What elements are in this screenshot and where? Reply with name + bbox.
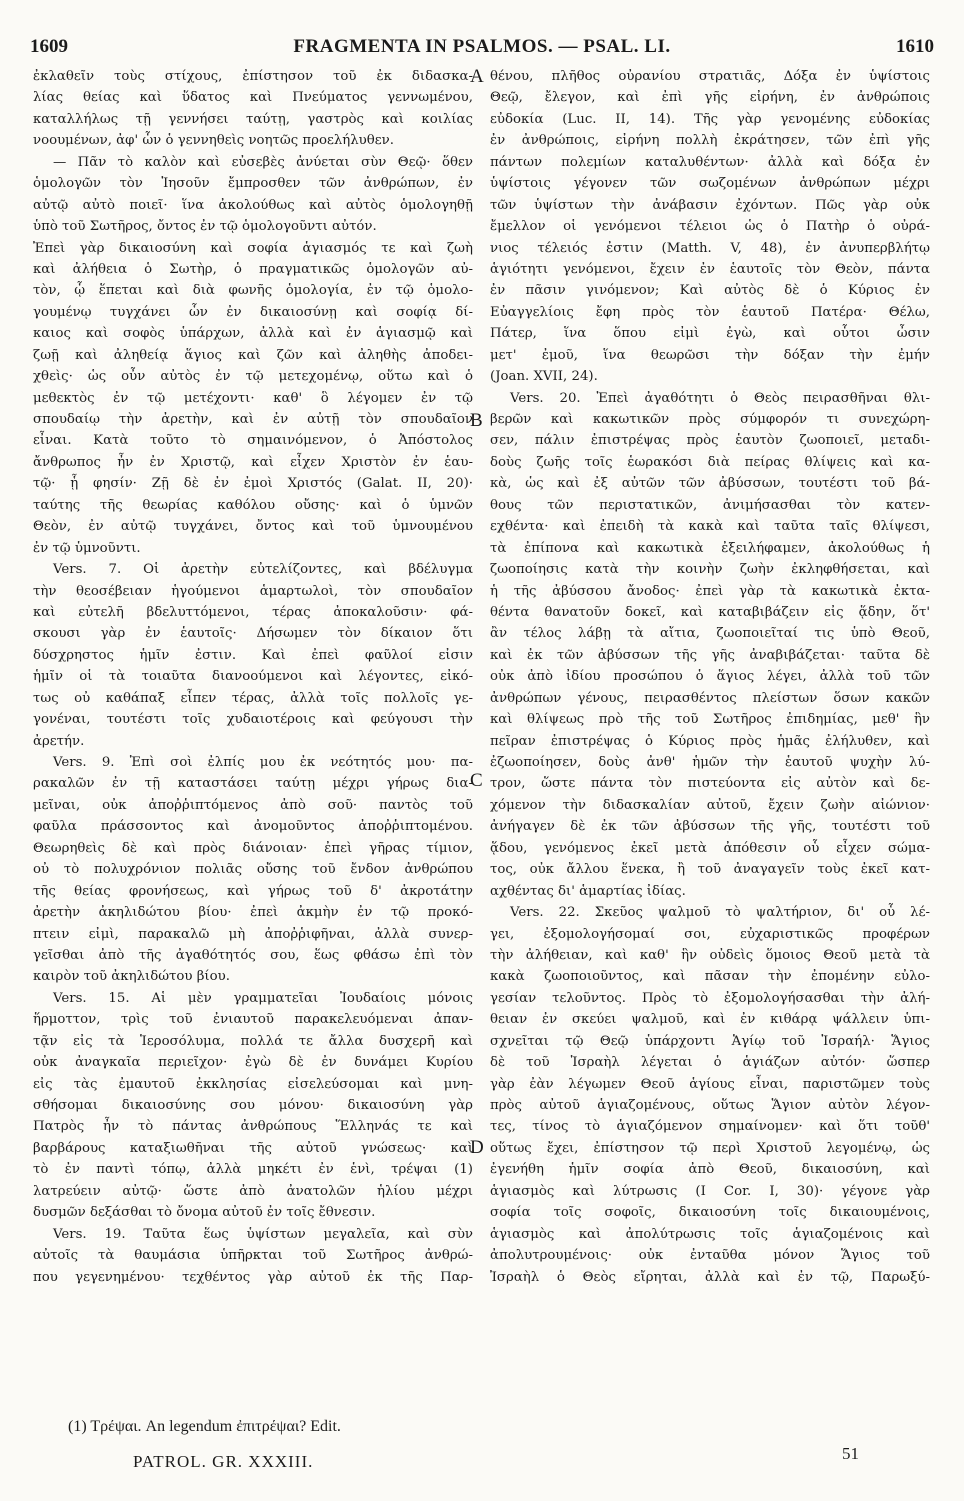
text-line: τῷ· ᾗ φησίν· Ζῇ δὲ ἐν ἐμοὶ Χριστός (Galat. II, 20)· — [33, 476, 473, 492]
text-line: τῆς θείας φρονήσεως, καὶ γήρως τοῦ δ' ἀκροτάτην — [33, 883, 473, 899]
running-title: FRAGMENTA IN PSALMOS. — PSAL. LI. — [293, 36, 671, 57]
text-line: σχνεῖται τῷ Θεῷ ὑπάρχοντι Ἁγίῳ τοῦ Ἰσραήλ· Ἅγιος — [490, 1033, 930, 1049]
text-line: ἐν πᾶσιν γινόμενον; Καὶ αὐτὸς δὲ ὁ Κύριος ἐν — [490, 283, 930, 299]
text-line: Ἐπεὶ γὰρ δικαιοσύνη καὶ σοφία ἁγιασμός τε καὶ ζωὴ — [33, 240, 473, 256]
text-line: αὐτοῖς τὰ θαυμάσια ὑπῆρκται τοῦ Σωτῆρος ἀνθρώ- — [33, 1248, 473, 1264]
text-line: Ἰσραὴλ ὁ Θεὸς εἴρηται, ἀλλὰ καὶ ἐν τῷ, Παρωξύ- — [490, 1269, 930, 1285]
text-line: Θεῷ, ἔλεγον, καὶ ἐπὶ γῆς εἰρήνη, ἐν ἀνθρώποις — [490, 90, 930, 106]
text-line: δύσχρηστος ἡμῖν ἐστιν. Καὶ ἐπεὶ φαῦλοί εἰσιν — [33, 647, 473, 663]
text-line: σεν, πάλιν ἐπιστρέψας πρὸς ἑαυτὸν ζωοποιεῖ, μεταδι- — [490, 433, 930, 449]
text-line: θειαν ἐν σκεύει ψαλμοῦ, καὶ ἐν κιθάρᾳ ψάλλειν ὑπι- — [490, 1012, 930, 1028]
footer-signature-number: 51 — [842, 1444, 859, 1463]
text-line: Vers. 9. Ἐπὶ σοὶ ἐλπίς μου ἐκ νεότητός μου· πα- — [53, 755, 473, 770]
text-line: μετ' ἐμοῦ, ἵνα θεωρῶσι τὴν δόξαν τὴν ἐμήν — [490, 347, 930, 363]
text-line: Vers. 22. Σκεῦος ψαλμοῦ τὸ ψαλτήριον, δι' οὗ λέ- — [510, 905, 930, 921]
text-line: γονέναι, τουτέστι τοῖς χυδαιοτέροις καὶ φεύγουσι τὴν — [33, 712, 473, 728]
page-header — [30, 36, 934, 60]
text-line: ἡ τῆς ἀβύσσου ἄνοδος· ἐπεὶ γὰρ τὰ κακωτικὰ ἐκτα- — [490, 583, 930, 599]
text-line: γεῖσθαι ἀπὸ τῆς ἀγαθότητός σου, ἕως φθάσω ἐπὶ τὸν — [33, 947, 473, 963]
footnote: (1) Τρέψαι. An legendum ἐπιτρέψαι? Edit. — [68, 1418, 341, 1435]
footer-signature-left: PATROL. GR. XXXIII. — [133, 1452, 314, 1471]
text-line: σθήσομαι δικαιοσύνης σου μόνου· δικαιοσύνη γὰρ — [33, 1098, 473, 1113]
text-line: τὴν θεοσέβειαν ἡγούμενοι ἁμαρτωλοὶ, τὸν σπουδαῖον — [33, 583, 473, 599]
margin-letter-d: D — [470, 1137, 484, 1158]
text-line: τὸν, ᾧ ἕπεται καὶ διὰ φωνῆς ὁμολογία, ἐν τῷ ὁμολο- — [33, 283, 473, 299]
text-line: ἀπολυτρουμένοις· οὐκ ἐνταῦθα μόνον Ἅγιος τοῦ — [490, 1248, 930, 1264]
text-line: τες, τίνος τὸ ἁγιαζόμενον σημαίνομεν· καὶ ὅτι τοῦθ' — [490, 1119, 930, 1135]
text-line: λατρεύειν αὐτῷ· ὥστε ἀπὸ ἀνατολῶν ἡλίου μέχρι — [33, 1183, 473, 1199]
text-line: νοουμένων, ἀφ' ὧν ὁ γεννηθεὶς νοητῶς προελήλυθεν. — [33, 133, 394, 149]
text-line: ὑψίστοις γέγονεν τῶν σωζομένων ἀνθρώπων μέχρι — [490, 176, 930, 192]
text-line: δὲ τοῦ Ἰσραὴλ λέγεται ὁ ἁγιάζων αὐτόν· ὥσπερ — [490, 1055, 930, 1071]
text-line: ἐγενήθη ἡμῖν σοφία ἀπὸ Θεοῦ, δικαιοσύνη, καὶ — [490, 1162, 930, 1178]
text-line: βερῶν καὶ κακωτικῶν πρὸς σύμφορόν τι συνεχώρη- — [490, 412, 930, 427]
text-line: Πάτερ, ἵνα ὅπου εἰμὶ ἐγὼ, καὶ οὗτοι ὦσιν — [490, 326, 930, 342]
text-line: οὕτως ἔχει, ἐπίστησον τῷ περὶ Χριστοῦ λεγομένῳ, ὡς — [490, 1140, 930, 1156]
text-line: τως οὐ καθάπαξ εἶπεν τέρας, ἀλλὰ τοῖς πολλοῖς γε- — [33, 690, 473, 706]
margin-letter-b: B — [470, 410, 483, 431]
text-line: εχθέντα· καὶ ἐπειδὴ τὰ κακὰ καὶ ταῦτα ταῖς θλίψεσι, — [490, 519, 930, 535]
text-line: Vers. 15. Αἱ μὲν γραμματεῖαι Ἰουδαίοις μόνοις — [53, 990, 473, 1006]
text-line: τὴν ἀλήθειαν, καὶ καθ' ἣν οὐδεὶς ὅμοιος Θεοῦ μετὰ τὰ — [490, 947, 930, 963]
text-line: Vers. 20. Ἐπεὶ ἀγαθότητι ὁ Θεὸς πειρασθῆναι θλι- — [510, 390, 930, 406]
text-line: βαρβάρους καταξιωθῆναι τῆς αὐτοῦ γνώσεως· καὶ — [33, 1140, 473, 1156]
page-number-left: 1609 — [30, 36, 68, 57]
text-line: τος, οὐκ ἄλλου ἕνεκα, ἢ τοῦ ἀναγαγεῖν τοὺς ἐκεῖ κατ- — [490, 862, 930, 878]
text-line: ἐκλαθεῖν τοὺς στίχους, ἐπίστησον τοῦ ἐκ διδασκα- — [33, 69, 473, 84]
text-line: ἀρετήν. — [33, 733, 85, 749]
text-line: τᾷν εἰς τὰ Ἱεροσόλυμα, πολλά τε ἄλλα δυσχερῆ καὶ — [33, 1033, 473, 1049]
text-line: ταύτης τῆς θεωρίας καθόλου οὔσης· καὶ ὁ ὑμνῶν — [33, 497, 473, 513]
text-line: νιος τέλειός ἐστιν (Matth. V, 48), ἐν ἀνυπερβλήτῳ — [490, 240, 930, 256]
text-line: τὸ ἐν παντὶ τόπῳ, ἀλλὰ μηκέτι ἐν ἑνὶ, τρέψαι (1) — [33, 1162, 473, 1178]
text-line: κὰ, ὡς καὶ ἐξ αὐτῶν τῶν ἀβύσσων, τουτέστι τοῦ βά- — [490, 476, 930, 492]
text-line: θους τῶν περιστατικῶν, ἀνιμήσασθαι τὸν κατεν- — [490, 497, 930, 513]
text-line: τῶν ὑψίστων τὴν ἀνάβασιν ἐχόντων. Πῶς γὰρ οὐκ — [490, 197, 930, 213]
text-line: ἁγιασμὸς καὶ λύτρωσις (I Cor. I, 30)· γέγονε γὰρ — [490, 1183, 930, 1199]
text-line: εἰς τὰς ἐμαυτοῦ ἐκκλησίας εἰσελεύσομαι καὶ μνη- — [33, 1076, 473, 1092]
text-line: ἄνθρωπος ἦν ἐν Χριστῷ, καὶ εἶχεν Χριστὸν ἐν ἑαυ- — [33, 454, 473, 470]
text-line: ὁμολογῶν τὸν Ἰησοῦν ἔμπροσθεν τῶν ἀνθρώπων, ἐν — [33, 176, 473, 192]
text-line: λίας θείας καὶ ὕδατος καὶ Πνεύματος γεννωμένου, — [33, 90, 473, 106]
text-line: κακὰ ζωοποιοῦντος, καὶ πᾶσαν τὴν ἐπομένην εὐλο- — [490, 969, 930, 985]
text-line: (Joan. XVII, 24). — [490, 369, 598, 385]
text-line: γεσίαν τελοῦντος. Πρὸς τὸ ἐξομολογήσασθαι τὴν ἀλή- — [490, 990, 930, 1006]
text-line: μεῖναι, οὐκ ἀποῤῥιπτόμενος ἀπὸ σοῦ· παντὸς τοῦ — [33, 797, 473, 813]
text-line: πρὸς αὐτοῦ ἁγιαζομένους, οὕτως Ἅγιον αὐτὸν λέγον- — [490, 1098, 930, 1113]
text-line: καὶ εὐτελῆ βδελυττόμενοι, τέρας ἀποκαλοῦσιν· φά- — [33, 604, 473, 620]
text-line: ἔμελλον οἱ γενόμενοι τέλειοι ὡς ὁ Πατὴρ ὁ οὐρά- — [490, 219, 930, 235]
text-line: πτειν εἰμὶ, παρακαλῶ μὴ ἀποῤῥιφῆναι, ἀλλὰ συνερ- — [33, 926, 473, 942]
text-line: καὶ ἀλήθεια ὁ Σωτὴρ, ὁ πραγματικῶς ὁμολογῶν αὐ- — [33, 261, 473, 277]
text-line: — Πᾶν τὸ καλὸν καὶ εὐσεβὲς ἀνύεται σὺν Θεῷ· ὅθεν — [53, 154, 473, 170]
text-line: Πατρὸς ἦν τὸ πάντας ἀνθρώπους Ἕλληνάς τε καὶ — [33, 1119, 473, 1135]
text-line: εὐδοκία (Luc. II, 14). Τῆς γὰρ γενομένης εὐδοκίας — [490, 111, 930, 127]
text-line: χόμενον τὴν διδασκαλίαν αὐτοῦ, ἔχειν ζωὴν αἰώνιον· — [490, 797, 930, 813]
text-line: αχθέντας δι' ἁμαρτίας ἰδίας. — [490, 883, 686, 899]
text-line: ζωοποίησις κατὰ τὴν κοινὴν ζωὴν ἐκληφθήσεται, καὶ — [490, 562, 930, 578]
text-line: καιος καὶ σοφὸς ὑπάρχων, ἀλλὰ καὶ ἐν ἁγιασμῷ καὶ — [33, 326, 473, 342]
text-line: οὐκ ἀπὸ ἰδίου προσώπου ὁ ἅγιος λέγει, ἀλλὰ τοῦ τῶν — [490, 669, 930, 685]
text-line: ἂν τέλος λάβῃ τὰ αἴτια, ζωοποιεῖταί τις ὑπὸ Θεοῦ, — [490, 626, 930, 642]
text-line: γει, ἐξομολογήσομαί σοι, εὐχαριστικῶς προφέρων — [490, 926, 930, 942]
text-line: πεῖραν ἐπιστρέψας ὁ Κύριος πρὸς ἡμᾶς ἐλήλυθεν, καὶ — [490, 733, 930, 749]
text-line: γουμένῳ τυγχάνει ὧν ἐν δικαιοσύνῃ καὶ σοφίᾳ δί- — [33, 304, 473, 320]
text-line: σπουδαίῳ τὴν ἀρετὴν, καὶ ἐν αὐτῇ τὸν σπουδαῖον — [33, 412, 473, 427]
left-column — [33, 66, 473, 1288]
text-line: μεθεκτὸς ἐν τῷ μετέχοντι· καθ' ὃ λέγομεν ἐν τῷ — [33, 390, 473, 406]
text-line: ἀνθρώπων γένους, πειρασθέντος πλείστων ὅσων κακῶν — [490, 690, 930, 706]
text-line: θέντα θανατοῦν δοκεῖ, καὶ καταβιβάζειν εἰς ᾅδην, ὅτ' — [490, 604, 930, 620]
text-line: ἁγιότητι γενόμενοι, ἔχειν ἐν ἑαυτοῖς τὸν Θεὸν, πάντα — [490, 261, 930, 277]
text-line: θένου, πλῆθος οὐρανίου στρατιᾶς, Δόξα ἐν ὑψίστοις — [490, 69, 930, 84]
text-line: ἀρετὴν ἀκηλιδώτου βίου· ἐπεὶ ἀκμὴν ἐν τῷ προκό- — [33, 905, 473, 921]
page-number-right: 1610 — [896, 36, 934, 57]
text-line: ᾅδου, γενόμενος ἐκεῖ μετὰ ἀπόθεσιν οὗ εἶχεν σώμα- — [490, 840, 930, 856]
text-line: γὰρ ἐὰν λέγωμεν Θεοῦ ἁγίους εἶναι, παριστῶμεν τοὺς — [490, 1076, 930, 1092]
margin-letter-a: A — [470, 66, 484, 87]
text-line: καταλλήλως τῇ γεννήσει ταύτῃ, γαστρὸς καὶ κοιλίας — [33, 111, 473, 127]
text-line: δυσμῶν δεξάσθαι τὸ ὄνομα αὐτοῦ ἐν τοῖς ἔθνεσιν. — [33, 1205, 376, 1221]
text-line: Vers. 7. Οἱ ἀρετὴν εὐτελίζοντες, καὶ βδέλυγμα — [53, 562, 473, 578]
text-line: δοὺς ζωῆς τοῖς ἑωρακόσι διὰ πείρας θλίψεις καὶ κα- — [490, 454, 930, 470]
text-line: ἐζωοποίησεν, δοὺς ἀνθ' ἡμῶν τὴν ἑαυτοῦ ψυχὴν λύ- — [490, 755, 930, 770]
text-line: καὶ ἐκ τῶν ἀβύσσων τῆς γῆς ἀναβιβάζεται· ταῦτα δὲ — [490, 647, 930, 663]
text-line: φαῦλα πράσσοντος καὶ ἀνομοῦντος ἀποῤῥιπτομένου. — [33, 819, 473, 835]
text-line: ὑπὸ τοῦ Σωτῆρος, ὄντος ἐν τῷ ὁμολογοῦντι αὐτόν. — [33, 219, 377, 235]
text-line: ἐν τῷ ὑμνοῦντι. — [33, 540, 141, 556]
text-line: σκουσι γὰρ ἐν ἑαυτοῖς· Δήσωμεν τὸν δίκαιον ὅτι — [33, 626, 473, 642]
text-line: ἥρμοττον, τρὶς τοῦ ἐνιαυτοῦ παρακελευόμεναι ἀπαν- — [33, 1012, 473, 1028]
text-line: σοφία τοῖς σοφοῖς, δικαιοσύνη τοῖς δικαιουμένοις, — [490, 1205, 930, 1221]
text-line: ἡμῖν οἱ τὰ τοιαῦτα διανοούμενοι καὶ λέγοντες, εἰκό- — [33, 669, 473, 685]
text-line: χθεὶς· ὡς οὖν αὐτὸς ἐν τῷ μετεχομένῳ, οὕτω καὶ ὁ — [33, 369, 473, 385]
text-line: Vers. 19. Ταῦτα ἕως ὑψίστων μεγαλεῖα, καὶ σὺν — [53, 1226, 473, 1242]
text-line: ἀνήγαγεν δὲ ἐκ τῶν ἀβύσσων τῆς γῆς, τουτέστι τοῦ — [490, 819, 930, 835]
text-line: εἶναι. Κατὰ τοῦτο τὸ σημαινόμενον, ὁ Ἀπόστολος — [33, 433, 473, 449]
text-line: πάντων πολεμίων καταλυθέντων· ἀλλὰ καὶ δόξα ἐν — [490, 154, 930, 170]
text-line: καὶ θλίψεως πρὸ τῆς τοῦ Σωτῆρος ἐπιδημίας, μεθ' ἣν — [490, 712, 930, 728]
text-line: ἐν ἀνθρώποις, εἰρήνη πολλὴ ἐκράτησεν, τῶν ἐπὶ γῆς — [490, 133, 930, 149]
text-line: τὰ ἐπίπονα καὶ κακωτικὰ ἐξειλήφαμεν, ἀκολούθως ἡ — [490, 540, 930, 556]
text-line: ζωῇ καὶ ἀληθείᾳ ἅγιος καὶ ζῶν καὶ ἀληθὴς ἀποδει- — [33, 347, 473, 363]
text-line: ρακαλῶν ἐν τῇ καταστάσει ταύτῃ μέχρι γήρως δια- — [33, 776, 473, 792]
text-line: οὐκ ἀναγκαῖα περιεῖχον· ἐγὼ δὲ ἐν δυνάμει Κυρίου — [33, 1055, 473, 1071]
right-column — [490, 66, 930, 1288]
text-line: Θεὸν, ἐν αὐτῷ τυγχάνει, ὄντος καὶ τοῦ ὑμνουμένου — [33, 519, 473, 535]
text-line: οὐ τὸ πολυχρόνιον πολιᾶς οὔσης τοῦ ἔνδον ἀνθρώπου — [33, 862, 473, 878]
text-line: αὐτῷ αὐτὸ ποιεῖ· ἵνα ἀκολούθως καὶ αὐτὸς ὁμολογηθῇ — [33, 197, 473, 213]
text-line: ἁγιασμὸς καὶ ἀπολύτρωσις τοῖς ἁγιαζομένοις καὶ — [490, 1226, 930, 1242]
text-line: καιρὸν τοῦ ἀκηλιδώτου βίου. — [33, 969, 230, 985]
text-line: Εὐαγγελίοις ἔφη πρὸς τὸν ἑαυτοῦ Πατέρα· Θέλω, — [490, 304, 930, 320]
text-line: που γεγενημένου· τεχθέντος γὰρ αὐτοῦ ἐκ τῆς Παρ- — [33, 1269, 473, 1285]
margin-letter-c: C — [470, 770, 483, 791]
text-line: τρον, ὥστε πάντα τὸν πιστεύοντα εἰς αὐτὸν καὶ δε- — [490, 776, 930, 792]
text-line: Θεωρηθεὶς δὲ καὶ πρὸς διάνοιαν· ἐπεὶ γῆρας τίμιον, — [33, 840, 473, 856]
